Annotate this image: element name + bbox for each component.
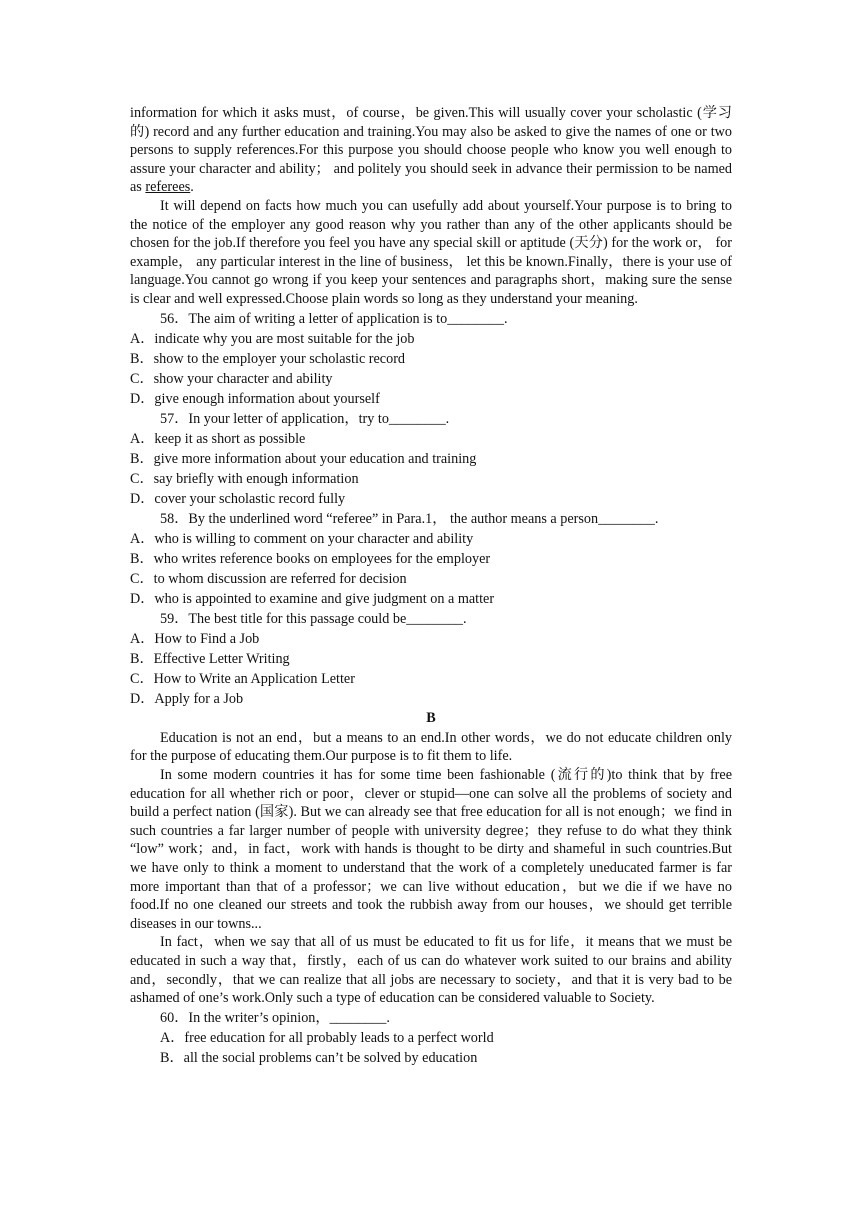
question-stem: 58．By the underlined word “referee” in Para.1， the author means a person________. bbox=[160, 510, 659, 527]
option-b: B．all the social problems can’t be solved by education bbox=[160, 1050, 478, 1067]
passage-b-paragraph-3: In fact，when we say that all of us must be educated to fit us for life，it means that we must be educated in such a way that，firstly，each of us can do whatever work suited to our brains and ability and，secondly，that we can realize that all jobs are necessary to society，and that it is very bad to be ashamed of one’s work.Only such a type of education can be considered valuable to Society. bbox=[130, 934, 732, 1007]
option-b: B．give more information about your education and training bbox=[130, 450, 477, 467]
option-c: C．to whom discussion are referred for decision bbox=[130, 570, 407, 587]
passage-b-paragraph-1: Education is not an end，but a means to an end.In other words，we do not educate children only for the purpose of educating them.Our purpose is to fit them to life. bbox=[130, 729, 732, 765]
paragraph-text-end: . bbox=[190, 179, 194, 196]
option-a: A．keep it as short as possible bbox=[130, 430, 306, 447]
paragraph-text: information for which it asks must，of course，be given.This will usually cover your scholastic (学习的) record and any further education and training.You may also be asked to give the names of one or two persons to supply references.For this purpose you should choose people who know you well enough to assure your character and ability； and politely you should seek in advance their permission to be named as bbox=[130, 105, 732, 196]
question-58 bbox=[130, 508, 732, 608]
option-c: C．say briefly with enough information bbox=[130, 470, 359, 487]
question-stem: 59．The best title for this passage could be________. bbox=[160, 610, 467, 627]
exam-page bbox=[130, 104, 732, 1068]
option-d: D．who is appointed to examine and give judgment on a matter bbox=[130, 590, 495, 607]
question-59 bbox=[130, 608, 732, 708]
option-a: A．indicate why you are most suitable for the job bbox=[130, 330, 415, 347]
underlined-word-referees: referees bbox=[145, 179, 191, 196]
question-stem: 57．In your letter of application，try to________. bbox=[160, 410, 450, 427]
option-b: B．Effective Letter Writing bbox=[130, 650, 290, 667]
option-d: D．Apply for a Job bbox=[130, 690, 244, 707]
option-a: A．who is willing to comment on your character and ability bbox=[130, 530, 474, 547]
option-d: D．give enough information about yourself bbox=[130, 390, 380, 407]
question-56 bbox=[130, 309, 732, 409]
option-c: C．show your character and ability bbox=[130, 370, 333, 387]
option-a: A．How to Find a Job bbox=[130, 630, 260, 647]
option-b: B．show to the employer your scholastic record bbox=[130, 350, 406, 367]
section-b-heading: B bbox=[426, 710, 436, 727]
passage-a-paragraph-2: It will depend on facts how much you can usefully add about yourself.Your purpose is to bring to the notice of the employer any good reason why you rather than any of the other applicants should be chosen for the job.If therefore you feel you have any special skill or aptitude (天分) for the work or， for example， any particular interest in the line of business， let this be known.Finally，there is your use of language.You cannot go wrong if you keep your sentences and paragraphs short，making sure the sense is clear and well expressed.Choose plain words so long as they understand your meaning. bbox=[130, 197, 732, 307]
option-d: D．cover your scholastic record fully bbox=[130, 490, 346, 507]
question-stem: 56．The aim of writing a letter of application is to________. bbox=[160, 310, 508, 327]
passage-a-paragraph-1 bbox=[130, 104, 732, 197]
passage-b-paragraph-2: In some modern countries it has for some time been fashionable (流行的)to think that by free education for all whether rich or poor，clever or stupid—one can solve all the problems of society and build a perfect nation (国家). But we can already see that free education for all is not enough；we find in such countries a far larger number of people with university degree；they refuse to do what they think “low” work；and，in fact，work with hands is thought to be dirty and shameful in such countries.But we have only to think a moment to understand that the work of a completely uneducated farmer is far more important than that of a professor；we can live without education，but we die if we have no food.If no one cleaned our streets and took the rubbish away from our houses，we should get terrible diseases in our towns... bbox=[130, 767, 732, 932]
question-57 bbox=[130, 408, 732, 508]
option-c: C．How to Write an Application Letter bbox=[130, 670, 355, 687]
question-60 bbox=[130, 1008, 732, 1068]
question-stem: 60．In the writer’s opinion，________. bbox=[160, 1010, 390, 1027]
option-b: B．who writes reference books on employees for the employer bbox=[130, 550, 491, 567]
option-a: A．free education for all probably leads to a perfect world bbox=[160, 1030, 494, 1047]
